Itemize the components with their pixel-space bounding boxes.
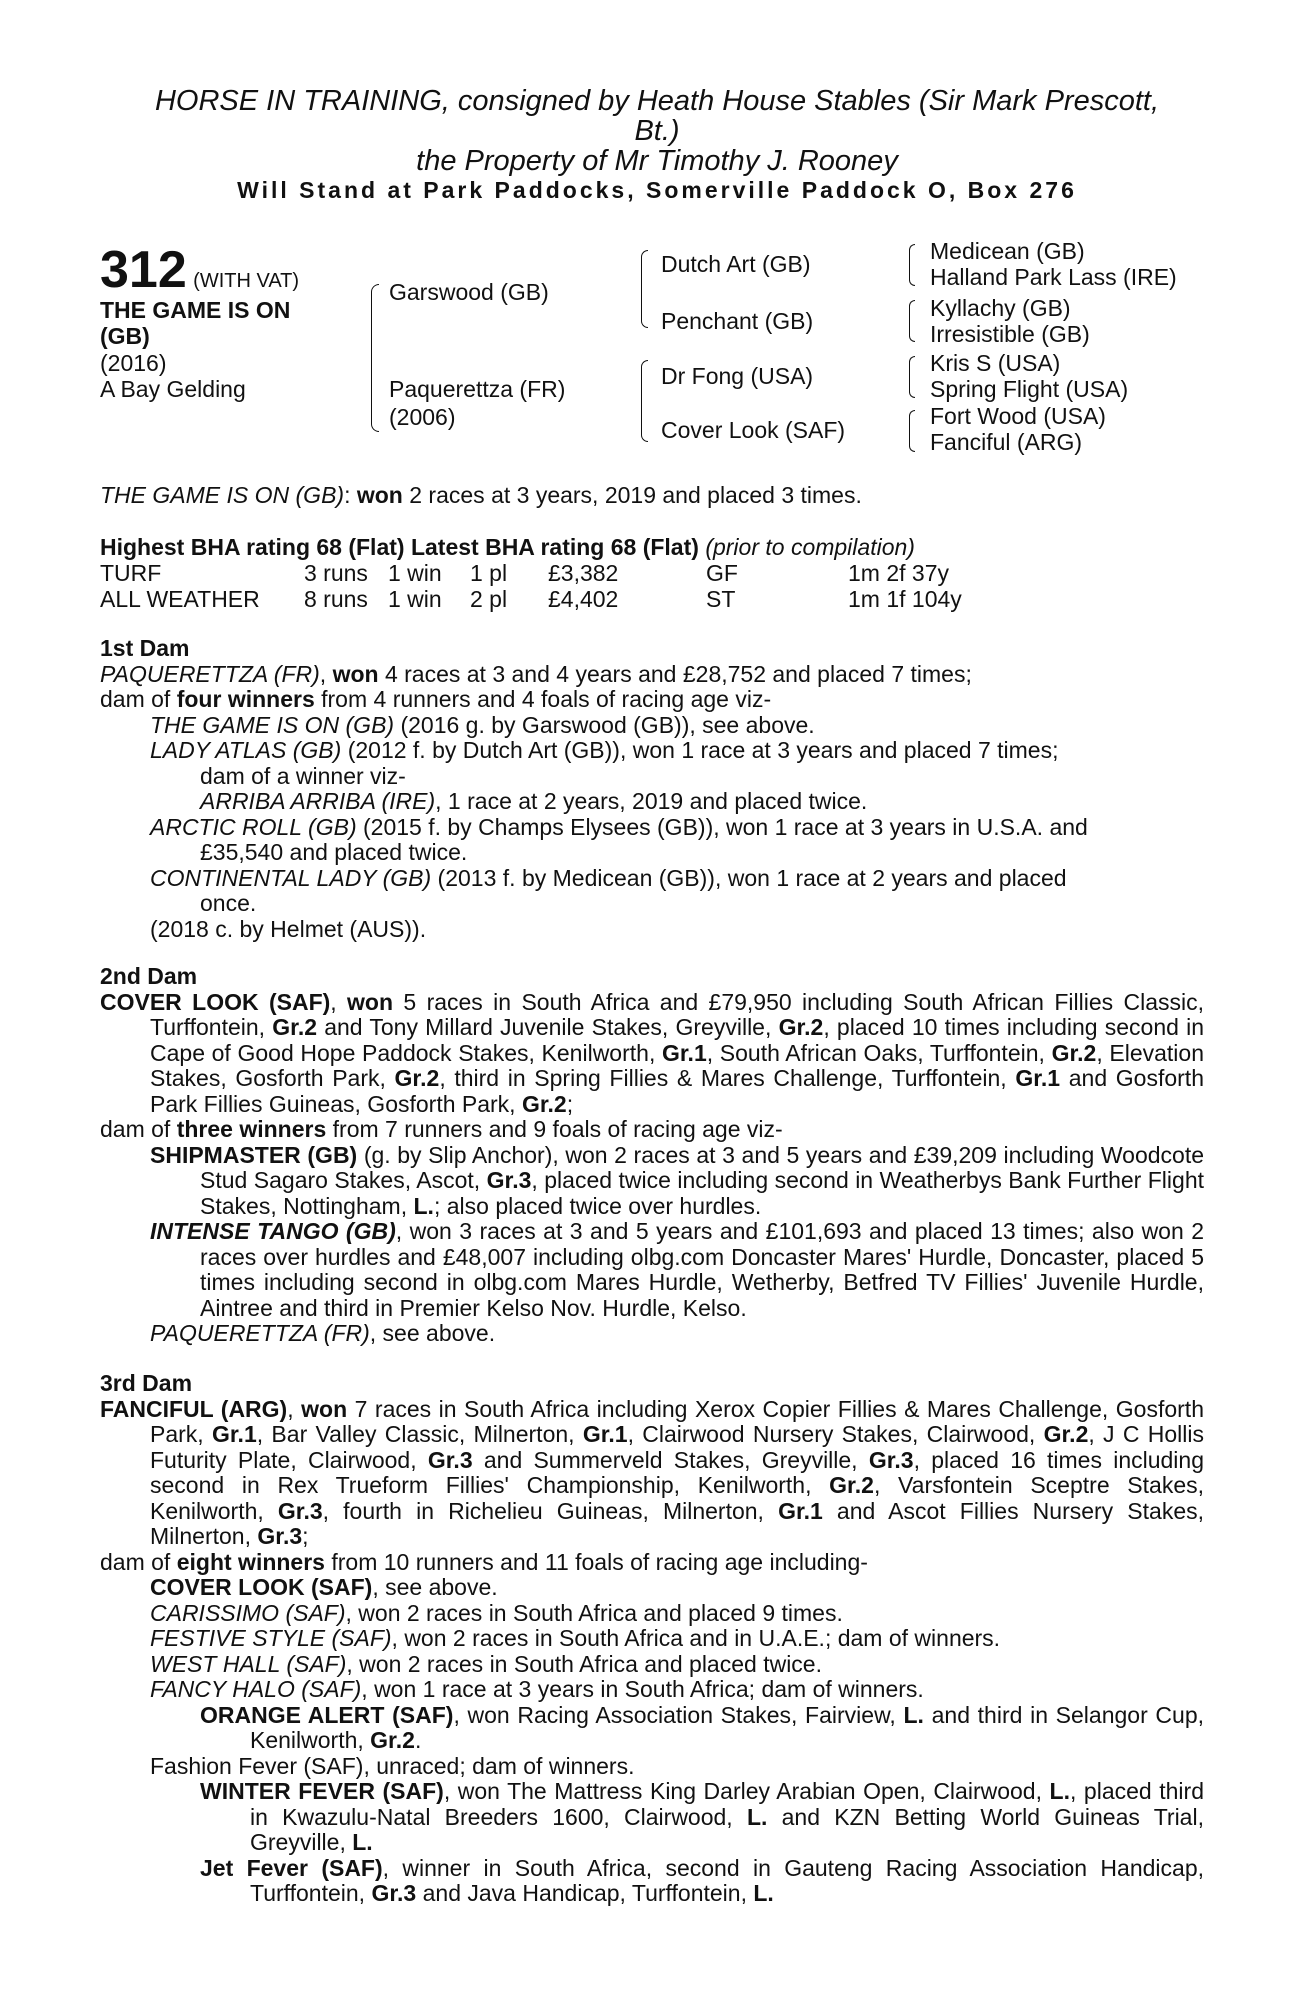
won-label: won	[301, 1395, 348, 1422]
surface: ALL WEATHER	[100, 586, 260, 612]
dam-sire-sire: Kris S (USA)	[930, 350, 1061, 376]
third-dam-section	[100, 1371, 1204, 1907]
wins: 1 win	[388, 586, 442, 612]
produce-name: SHIPMASTER (GB)	[150, 1141, 358, 1168]
pedigree-brace-sire	[641, 250, 648, 328]
horse-description: A Bay Gelding	[100, 376, 246, 402]
grade: Gr.1	[1015, 1065, 1061, 1091]
pedigree-brace-g2	[909, 300, 915, 342]
dam-of-label: dam of	[100, 1548, 177, 1575]
pedigree-brace-dam	[641, 360, 648, 442]
produce-detail: Fashion Fever (SAF), unraced; dam of winners.	[150, 1752, 635, 1779]
places: 2 pl	[470, 586, 508, 612]
record-text: , placed twice including second in Weatherbys Bank Further Flight Stakes, Nottingham,	[200, 1167, 1204, 1219]
record-text: and Tony Millard Juvenile Stakes, Greyville,	[317, 1014, 779, 1040]
race-summary	[100, 483, 862, 509]
winners-count: eight winners	[176, 1548, 325, 1575]
record-text: , South African Oaks, Turffontein,	[706, 1039, 1052, 1066]
produce-detail: , see above.	[372, 1574, 498, 1600]
pedigree-brace-g4	[909, 410, 915, 452]
dam-dam-dam: Fanciful (ARG)	[930, 429, 1083, 455]
going: GF	[706, 560, 738, 586]
produce-detail: (2012 f. by Dutch Art (GB)), won 1 race at 3 years and placed 7 times;	[341, 737, 1059, 763]
record-text: and Gosforth Park Fillies Guineas, Gosforth Park,	[150, 1065, 1204, 1117]
lot-number: 312	[100, 241, 187, 299]
won-label: won	[332, 660, 379, 687]
dam-record-paragraph	[100, 1397, 1204, 1550]
rating-line	[100, 535, 915, 561]
produce-detail: £35,540 and placed twice.	[200, 839, 468, 865]
record-text: and KZN Betting World Guineas Trial, Greyville,	[250, 1803, 1204, 1855]
record-text: , won The Mattress King Darley Arabian Open, Clairwood,	[443, 1778, 1050, 1804]
grade: Gr.1	[582, 1421, 628, 1447]
section-title: 1st Dam	[100, 635, 190, 661]
summary-won: won	[356, 482, 403, 508]
dam: Paquerettza (FR)	[389, 376, 566, 402]
dam-dam: Cover Look (SAF)	[661, 417, 846, 443]
produce-summary: from 7 runners and 9 foals of racing age viz-	[326, 1116, 783, 1142]
produce-summary: from 4 runners and 4 foals of racing age viz-	[314, 686, 772, 712]
produce-name: ARRIBA ARRIBA (IRE)	[200, 788, 436, 814]
record-text: and third in Selangor Cup, Kenilworth,	[250, 1701, 1204, 1753]
produce-name: COVER LOOK (SAF)	[150, 1574, 373, 1600]
produce-detail: , won 2 races in South Africa and in U.A.E.; dam of winners.	[391, 1625, 1001, 1651]
dam-name: FANCIFUL (ARG)	[100, 1395, 288, 1422]
grade: Gr.1	[778, 1497, 823, 1524]
dam-sire-dam: Spring Flight (USA)	[930, 376, 1129, 402]
produce-detail: , 1 race at 2 years, 2019 and placed twice.	[435, 788, 868, 814]
produce-name: CONTINENTAL LADY (GB)	[150, 864, 432, 891]
going: ST	[706, 586, 736, 612]
produce-name: PAQUERETTZA (FR)	[150, 1320, 370, 1346]
grade: L.	[413, 1192, 434, 1219]
grade: Gr.1	[211, 1421, 257, 1447]
record-text: , J C Hollis Futurity Plate, Clairwood,	[150, 1421, 1204, 1473]
prize-money: £4,402	[548, 586, 619, 612]
dam-sire: Dr Fong (USA)	[661, 363, 814, 389]
vat-label: (WITH VAT)	[193, 270, 300, 292]
prize-money: £3,382	[548, 560, 619, 586]
record-text: .	[414, 1727, 422, 1753]
produce-name: WINTER FEVER (SAF)	[200, 1778, 444, 1804]
produce-name: ORANGE ALERT (SAF)	[200, 1701, 454, 1728]
sire-sire: Dutch Art (GB)	[661, 251, 811, 277]
second-dam-section	[100, 964, 1204, 1347]
produce-detail: , won 2 races in South Africa and placed 9 times.	[345, 1599, 843, 1626]
summary-text: 2 races at 3 years, 2019 and placed 3 times.	[402, 482, 862, 508]
produce-paragraph	[100, 1143, 1204, 1220]
record-text: , Elevation Stakes, Gosforth Park,	[150, 1039, 1204, 1091]
pedigree-brace-main	[371, 284, 379, 432]
record-text: , winner in South Africa, second in Gauteng Racing Association Handicap, Turffontein,	[250, 1854, 1205, 1906]
produce-name: FESTIVE STYLE (SAF)	[150, 1625, 392, 1651]
pedigree-brace-g1	[909, 244, 915, 286]
produce-detail: , won 1 race at 3 years in South Africa; dam of winners.	[361, 1676, 924, 1702]
record-text: (g. by Slip Anchor), won 2 races at 3 and 5 years and £39,209 including Woodcote Stud Sagaro Stakes, Ascot,	[200, 1141, 1205, 1193]
consignor-line-1: HORSE IN TRAINING, consigned by Heath House Stables (Sir Mark Prescott,	[154, 85, 1160, 117]
grade: Gr.3	[257, 1523, 303, 1549]
grade: L.	[1049, 1778, 1070, 1804]
sire-sire-dam: Halland Park Lass (IRE)	[930, 264, 1177, 290]
produce-name: THE GAME IS ON (GB)	[150, 711, 395, 738]
record-text: and Java Handicap, Turffontein,	[416, 1880, 754, 1906]
grade: L.	[352, 1829, 373, 1855]
grade: L.	[753, 1880, 774, 1906]
grade: Gr.2	[778, 1014, 824, 1040]
dam-year: (2006)	[389, 404, 456, 430]
winners-count: four winners	[176, 686, 315, 712]
dam-name: COVER LOOK (SAF)	[100, 988, 331, 1015]
grade: Gr.2	[1051, 1039, 1097, 1066]
record-text: ;	[302, 1523, 309, 1549]
dam-record-paragraph	[100, 990, 1204, 1118]
produce-detail: , won 2 races in South Africa and placed twice.	[346, 1650, 822, 1677]
produce-detail: (2016 g. by Garswood (GB)), see above.	[394, 711, 815, 738]
record-text: and Summerveld Stakes, Greyville,	[472, 1446, 869, 1473]
stand-location: Will Stand at Park Paddocks, Somerville Paddock O, Box 276	[237, 177, 1077, 203]
produce-summary: from 10 runners and 11 foals of racing age including-	[324, 1548, 868, 1575]
foaling-year: (2016)	[100, 350, 167, 376]
produce-name: INTENSE TANGO (GB)	[150, 1218, 396, 1244]
pedigree-brace-g3	[909, 356, 915, 398]
sire-dam-sire: Kyllachy (GB)	[930, 295, 1071, 321]
dam-name: PAQUERETTZA (FR)	[100, 660, 320, 687]
horse-name-line-1: THE GAME IS ON	[100, 297, 291, 323]
summary-horse-name: THE GAME IS ON (GB)	[100, 482, 345, 508]
dam-dam-sire: Fort Wood (USA)	[930, 403, 1106, 429]
record-text: , Varsfontein Sceptre Stakes, Kenilworth,	[150, 1472, 1204, 1524]
grade: Gr.3	[371, 1880, 417, 1906]
produce-detail: (2013 f. by Medicean (GB)), won 1 race at 2 years and placed	[431, 864, 1067, 891]
produce-paragraph	[100, 1219, 1204, 1321]
dam-record: 4 races at 3 and 4 years and £28,752 and placed 7 times;	[378, 660, 972, 687]
record-text: 5 races in South Africa and £79,950 including South African Fillies Classic, Turffontein,	[150, 988, 1204, 1040]
record-text: ; also placed twice over hurdles.	[433, 1192, 762, 1219]
record-text: , third in Spring Fillies & Mares Challenge, Turffontein,	[439, 1065, 1016, 1091]
record-text: 7 races in South Africa including Xerox Copier Fillies & Mares Challenge, Gosforth Park,	[150, 1395, 1204, 1447]
grade: Gr.3	[486, 1167, 532, 1193]
produce-detail: (2015 f. by Champs Elysees (GB)), won 1 race at 3 years in U.S.A. and	[356, 813, 1088, 840]
winners-count: three winners	[176, 1116, 327, 1142]
produce-paragraph	[100, 1703, 1204, 1754]
places: 1 pl	[470, 560, 508, 586]
grade: Gr.3	[868, 1446, 914, 1473]
distance: 1m 2f 37y	[848, 560, 949, 586]
runs: 3 runs	[304, 560, 368, 586]
record-text: ;	[566, 1090, 574, 1117]
record-text: and Ascot Fillies Nursery Stakes, Milnerton,	[150, 1497, 1204, 1549]
grade: Gr.2	[1043, 1421, 1089, 1447]
produce-name: ARCTIC ROLL (GB)	[150, 813, 357, 840]
grade: L.	[746, 1803, 768, 1830]
dam-of-label: dam of	[100, 686, 177, 712]
runs: 8 runs	[304, 586, 368, 612]
grade: Gr.2	[272, 1014, 318, 1040]
grade: L.	[903, 1701, 924, 1728]
produce-name: WEST HALL (SAF)	[150, 1650, 347, 1677]
grade: Gr.2	[394, 1065, 440, 1091]
sire-dam: Penchant (GB)	[661, 308, 814, 334]
summary-colon: :	[344, 482, 357, 508]
comma: ,	[287, 1395, 302, 1422]
consignor-line-2: Bt.)	[634, 115, 680, 147]
produce-detail: once.	[200, 890, 257, 916]
produce-name: FANCY HALO (SAF)	[150, 1676, 362, 1702]
record-text: , won Racing Association Stakes, Fairview,	[453, 1701, 904, 1728]
surface: TURF	[100, 560, 162, 586]
grade: Gr.1	[661, 1039, 707, 1066]
record-text: , placed third in Kwazulu-Natal Breeders 1600, Clairwood,	[250, 1778, 1204, 1830]
sire-sire-sire: Medicean (GB)	[930, 238, 1085, 264]
produce-name: CARISSIMO (SAF)	[150, 1599, 346, 1626]
record-text: , placed 16 times including second in Rex Trueform Fillies' Championship, Kenilworth,	[150, 1446, 1204, 1498]
record-text: , fourth in Richelieu Guineas, Milnerton,	[322, 1497, 779, 1524]
distance: 1m 1f 104y	[848, 586, 962, 612]
produce-name: LADY ATLAS (GB)	[150, 737, 342, 763]
rating-text: Highest BHA rating 68 (Flat) Latest BHA rating 68 (Flat)	[100, 534, 699, 560]
lot-heading	[100, 241, 300, 299]
produce-paragraph	[100, 1856, 1204, 1907]
grade: Gr.2	[370, 1727, 415, 1753]
comma: ,	[319, 660, 333, 687]
grade: Gr.2	[829, 1472, 874, 1498]
horse-name-line-2: (GB)	[100, 323, 150, 349]
dam-of-label: dam of	[100, 1116, 177, 1142]
record-text: , won 3 races at 3 and 5 years and £101,693 and placed 13 times; also won 2 races over hurdles and £48,007 including olbg.com Doncaster Mares' Hurdle, Doncaster, placed 5 times including second in olbg.com Mares Hurdle, Wetherby, Betfred TV Fillies' Juvenile Hurdle, Aintree and third in Premier Kelso Nov. Hurdle, Kelso.	[200, 1218, 1204, 1321]
sire-dam-dam: Irresistible (GB)	[930, 321, 1090, 347]
produce-detail: , see above.	[369, 1320, 496, 1346]
record-text: , Bar Valley Classic, Milnerton,	[256, 1421, 583, 1447]
first-dam-section	[100, 636, 1204, 942]
section-title: 2nd Dam	[100, 963, 198, 989]
produce-name: Jet Fever (SAF)	[200, 1854, 383, 1881]
grade: Gr.2	[521, 1090, 567, 1117]
comma: ,	[330, 988, 348, 1015]
won-label: won	[347, 988, 394, 1015]
owner-line: the Property of Mr Timothy J. Rooney	[416, 145, 898, 177]
rating-note: (prior to compilation)	[705, 534, 915, 560]
grade: Gr.3	[277, 1497, 323, 1524]
sire: Garswood (GB)	[389, 279, 549, 305]
record-text: , placed 10 times including second in Cape of Good Hope Paddock Stakes, Kenilworth,	[150, 1014, 1204, 1066]
produce-detail: (2018 c. by Helmet (AUS)).	[150, 915, 427, 942]
grade: Gr.3	[427, 1446, 473, 1473]
produce-paragraph	[100, 1779, 1204, 1856]
wins: 1 win	[388, 560, 442, 586]
section-title: 3rd Dam	[100, 1370, 193, 1396]
record-text: , Clairwood Nursery Stakes, Clairwood,	[627, 1421, 1044, 1447]
produce-detail: dam of a winner viz-	[200, 762, 406, 789]
